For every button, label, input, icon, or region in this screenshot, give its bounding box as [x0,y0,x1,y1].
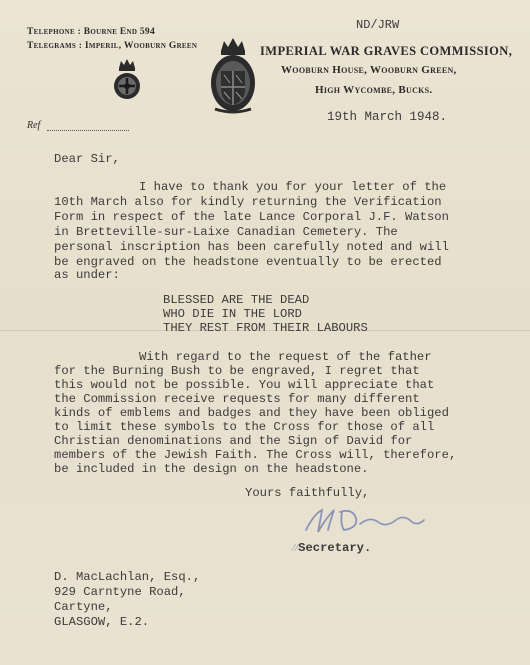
ref-label: Ref [27,120,41,131]
royal-crest-icon [207,37,259,115]
paragraph2-line: be included in the design on the headstone. [54,462,369,476]
recipient-line: Cartyne, [54,600,113,614]
inscription-line: BLESSED ARE THE DEAD [163,293,310,307]
paragraph1-line: I have to thank you for your letter of the [139,180,447,194]
paragraph2-line: Christian denominations and the Sign of David for [54,434,413,448]
paragraph1-line: in Bretteville-sur-Laixe Canadian Cemetery. The [54,225,398,239]
inscription-line: THEY REST FROM THEIR LABOURS [163,321,368,335]
paragraph2-line: for the Burning Bush to be engraved, I regret that [54,364,420,378]
inscription-line: WHO DIE IN THE LORD [163,307,302,321]
paragraph1-line: as under: [54,268,120,282]
letter-date: 19th March 1948. [327,110,448,124]
paragraph2-line: the Commission receive requests for many different [54,392,420,406]
recipient-line: D. MacLachlan, Esq., [54,570,201,584]
address-line-2: High Wycombe, Bucks. [315,84,433,96]
paragraph1-line: Form in respect of the late Lance Corporal J.F. Watson [54,210,449,224]
paragraph2-line: this would not be possible. You will appreciate that [54,378,435,392]
reference-code: ND/JRW [356,18,400,32]
recipient-line: 929 Carntyne Road, [54,585,186,599]
signature [300,504,430,538]
closing: Yours faithfully, [245,486,370,500]
signatory-title-text: Secretary. [298,541,372,555]
telegrams-line: Telegrams : Imperil, Wooburn Green [27,41,198,51]
signatory-title: //Secretary. [292,541,372,555]
ref-dotted-line [47,130,129,131]
telephone-line: Telephone : Bourne End 594 [27,27,156,37]
paragraph2-line: members of the Jewish Faith. The Cross will, therefore, [54,448,457,462]
paragraph2-line: With regard to the request of the father [139,350,432,364]
paragraph1-line: be engraved on the headstone eventually to be erected [54,255,442,269]
address-line-1: Wooburn House, Wooburn Green, [281,64,457,76]
recipient-line: GLASGOW, E.2. [54,615,150,629]
paragraph2-line: kinds of emblems and badges and they have been obliged [54,406,449,420]
org-name: IMPERIAL WAR GRAVES COMMISSION, [260,44,513,58]
paragraph2-line: to limit these symbols to the Cross for those of all [54,420,435,434]
small-crest-icon [111,58,143,102]
salutation: Dear Sir, [54,152,120,166]
paragraph1-line: personal inscription has been carefully noted and will [54,240,449,254]
paragraph1-line: 10th March also for kindly returning the Verification [54,195,442,209]
